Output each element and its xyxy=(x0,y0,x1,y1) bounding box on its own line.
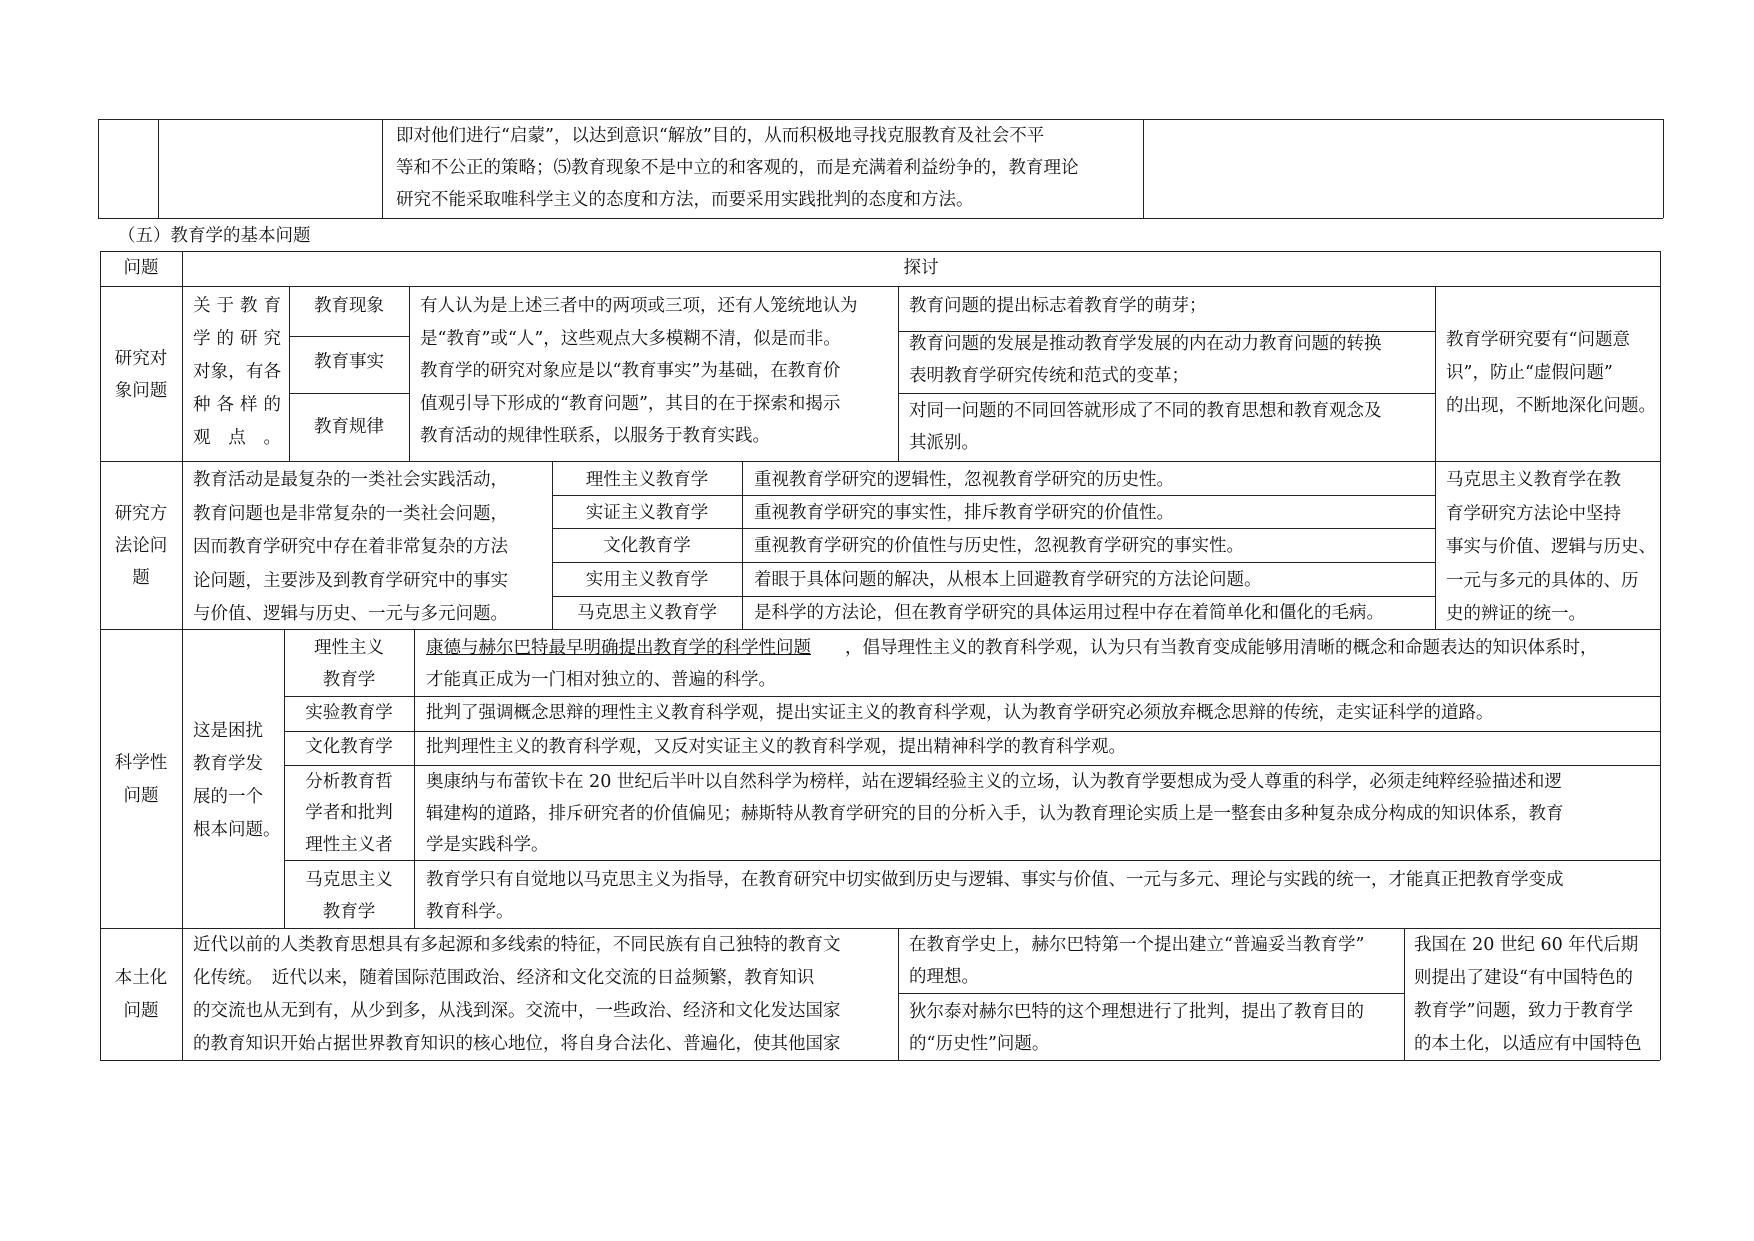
top-block-line: 等和不公正的策略；⑸教育现象不是中立的和客观的，而是充满着利益纷争的，教育理论 xyxy=(396,158,1079,178)
row4-point: 狄尔泰对赫尔巴特的这个理想进行了批判，提出了教育目的 xyxy=(909,1002,1364,1022)
science-school-name: 实验教育学 xyxy=(305,703,393,723)
row2-label: 法论问 xyxy=(114,536,168,556)
view-education-phenomenon: 教育现象 xyxy=(314,296,384,316)
header-problem: 问题 xyxy=(123,258,159,278)
row3-intro: 这是困扰 xyxy=(193,721,263,741)
row4-note: 我国在 20 世纪 60 年代后期 xyxy=(1414,935,1639,955)
row1-desc: 是“教育”或“人”，这些观点大多模糊不清，似是而非。 xyxy=(420,328,841,349)
science-desc: 才能真正成为一门相对独立的、普遍的科学。 xyxy=(426,670,776,690)
row2-intro: 因而教育学研究中存在着非常复杂的方法 xyxy=(193,537,508,557)
science-school-name: 教育学 xyxy=(322,670,376,690)
science-desc: ，倡导理性主义的教育科学观，认为只有当教育变成能够用清晰的概念和命题表达的知识体系时， xyxy=(845,638,1598,658)
row1-intro: 关于教育 xyxy=(193,296,281,316)
column-divider xyxy=(182,251,183,1060)
row2-note: 事实与价值、逻辑与历史、 xyxy=(1446,537,1656,557)
science-desc: 奥康纳与布蕾钦卡在 20 世纪后半叶以自然科学为榜样，站在逻辑经验主义的立场，认为教育学要想成为受人尊重的科学，必须走纯粹经验描述和逻 xyxy=(426,772,1562,792)
science-desc: 辑建构的道路，排斥研究者的价值偏见；赫斯特从教育学研究的目的分析入手，认为教育理论实质上是一整套由多种复杂成分构成的知识体系，教育 xyxy=(426,803,1564,824)
science-school-name: 马克思主义 xyxy=(305,870,393,890)
table-vline xyxy=(158,119,159,218)
row2-note: 育学研究方法论中坚持 xyxy=(1446,503,1621,524)
row1-intro: 种各样的 xyxy=(193,395,281,415)
table-hline xyxy=(289,393,409,394)
row1-note: 教育学研究要有“问题意 xyxy=(1446,330,1630,350)
table-vline xyxy=(1435,286,1436,461)
table-hline xyxy=(289,336,409,337)
science-desc: 批判了强调概念思辩的理性主义教育科学观，提出实证主义的教育科学观，认为教育学研究必须放弃概念思辩的传统，走实证科学的道路。 xyxy=(426,703,1494,723)
view-education-law: 教育规律 xyxy=(314,417,384,437)
method-school-name: 马克思主义教育学 xyxy=(577,603,717,623)
table-right xyxy=(1660,251,1661,1060)
table-vline xyxy=(1663,119,1664,218)
table-vline xyxy=(1143,119,1144,218)
method-school-name: 理性主义教育学 xyxy=(585,470,709,490)
top-table-bottom xyxy=(98,218,1663,219)
row4-note: 教育学”问题，致力于教育学 xyxy=(1414,1001,1633,1021)
row4-note: 的本土化，以适应有中国特色 xyxy=(1414,1034,1642,1054)
row2-note: 一元与多元的具体的、历 xyxy=(1446,570,1639,591)
science-school-name: 学者和批判 xyxy=(305,803,393,823)
row4-point: 在教育学史上，赫尔巴特第一个提出建立“普遍妥当教育学” xyxy=(909,935,1365,955)
row3-intro: 展的一个 xyxy=(193,787,263,807)
row1-intro: 学的研究 xyxy=(193,329,281,349)
row1-desc: 有人认为是上述三者中的两项或三项，还有人笼统地认为 xyxy=(420,296,858,316)
row3-label: 问题 xyxy=(123,786,159,806)
row1-point: 表明教育学研究传统和范式的变革； xyxy=(909,366,1189,386)
science-desc: 教育学只有自觉地以马克思主义为指导，在教育研究中切实做到历史与逻辑、事实与价值、一元与多元、理论与实践的统一，才能真正把教育学变成 xyxy=(426,870,1564,890)
row2-intro: 教育问题也是非常复杂的一类社会问题， xyxy=(193,503,508,524)
table-vline xyxy=(382,119,383,218)
row2-intro: 论问题，主要涉及到教育学研究中的事实 xyxy=(193,570,508,591)
row1-note: 识”，防止“虚假问题” xyxy=(1446,363,1613,383)
row1-note: 的出现，不断地深化问题。 xyxy=(1446,396,1656,416)
row2-note: 史的辨证的统一。 xyxy=(1446,604,1586,624)
top-block-line: 研究不能采取唯科学主义的态度和方法，而要采用实践批判的态度和方法。 xyxy=(396,190,974,210)
row4-point: 的“历史性”问题。 xyxy=(909,1034,1050,1054)
row3-label: 科学性 xyxy=(114,753,168,773)
row4-note: 则提出了建设“有中国特色的 xyxy=(1414,968,1633,988)
table-vline xyxy=(742,461,743,629)
row2-label: 题 xyxy=(132,568,150,588)
method-school-desc: 着眼于具体问题的解决，从根本上回避教育学研究的方法论问题。 xyxy=(754,570,1262,590)
row3-intro: 根本问题。 xyxy=(193,820,281,840)
row4-label: 问题 xyxy=(123,1000,159,1021)
row1-desc: 教育活动的规律性联系，以服务于教育实践。 xyxy=(420,426,770,446)
science-desc: 教育科学。 xyxy=(426,902,514,922)
top-block-line: 即对他们进行“启蒙”，以达到意识“解放”目的，从而积极地寻找克服教育及社会不平 xyxy=(396,126,1045,146)
row4-intro: 近代以前的人类教育思想具有多起源和多线索的特征，不同民族有自己独特的教育文 xyxy=(193,935,841,955)
row1-bottom xyxy=(100,461,1660,462)
row2-intro: 教育活动是最复杂的一类社会实践活动， xyxy=(193,470,508,490)
row2-intro: 与价值、逻辑与历史、一元与多元问题。 xyxy=(193,604,508,624)
view-education-fact: 教育事实 xyxy=(314,352,384,372)
row2-note: 马克思主义教育学在教 xyxy=(1446,470,1621,490)
row1-desc: 值观引导下形成的“教育问题”，其目的在于探索和揭示 xyxy=(420,393,841,414)
table-vline xyxy=(1435,461,1436,629)
row1-label: 象问题 xyxy=(114,381,168,401)
row4-intro: 的教育知识开始占据世界教育知识的核心地位，将自身合法化、普遍化，使其他国家 xyxy=(193,1034,841,1054)
row4-intro: 的交流也从无到有，从少到多，从浅到深。交流中，一些政治、经济和文化发达国家 xyxy=(193,1001,841,1021)
row1-point: 其派别。 xyxy=(909,433,979,453)
row1-point: 教育问题的发展是推动教育学发展的内在动力教育问题的转换 xyxy=(909,334,1382,354)
row1-point: 对同一问题的不同回答就形成了不同的教育思想和教育观念及 xyxy=(909,401,1382,421)
table-vline xyxy=(1404,928,1405,1060)
science-desc: 批判理性主义的教育科学观，又反对实证主义的教育科学观，提出精神科学的教育科学观。 xyxy=(426,737,1126,757)
header-discussion: 探讨 xyxy=(903,258,939,278)
science-school-name: 理性主义者 xyxy=(305,835,393,855)
method-school-name: 实证主义教育学 xyxy=(585,503,709,523)
science-school-name: 分析教育哲 xyxy=(305,772,393,792)
row1-intro: 观点。 xyxy=(193,428,281,448)
table-vline xyxy=(898,286,899,461)
method-school-desc: 重视教育学研究的逻辑性，忽视教育学研究的历史性。 xyxy=(754,470,1174,490)
science-school-name: 理性主义 xyxy=(314,638,384,658)
science-school-name: 教育学 xyxy=(322,902,376,922)
row4-label: 本土化 xyxy=(114,968,168,988)
method-school-name: 文化教育学 xyxy=(603,536,691,556)
science-desc-underlined: 康德与赫尔巴特最早明确提出教育学的科学性问题 xyxy=(426,638,811,658)
row1-desc: 教育学的研究对象应是以“教育事实”为基础，在教育价 xyxy=(420,361,841,381)
section-title: （五）教育学的基本问题 xyxy=(118,226,311,246)
row1-label: 研究对 xyxy=(114,349,168,369)
header-bottom xyxy=(100,286,1660,287)
method-school-desc: 重视教育学研究的价值性与历史性，忽视教育学研究的事实性。 xyxy=(754,536,1244,556)
method-school-desc: 重视教育学研究的事实性，排斥教育学研究的价值性。 xyxy=(754,503,1174,523)
row1-intro: 对象，有各 xyxy=(193,362,281,382)
row3-intro: 教育学发 xyxy=(193,754,263,774)
row2-label: 研究方 xyxy=(114,504,168,524)
science-school-name: 文化教育学 xyxy=(305,737,393,757)
table-vline xyxy=(98,119,99,218)
row1-point: 教育问题的提出标志着教育学的萌芽； xyxy=(909,296,1207,316)
row4-point: 的理想。 xyxy=(909,967,979,987)
science-desc: 学是实践科学。 xyxy=(426,835,549,855)
method-school-name: 实用主义教育学 xyxy=(585,570,709,590)
method-school-desc: 是科学的方法论，但在教育学研究的具体运用过程中存在着简单化和僵化的毛病。 xyxy=(754,603,1384,623)
table-vline xyxy=(409,286,410,461)
row4-intro: 化传统。 近代以来，随着国际范围政治、经济和文化交流的日益频繁，教育知识 xyxy=(193,968,815,988)
table-vline xyxy=(414,629,415,928)
